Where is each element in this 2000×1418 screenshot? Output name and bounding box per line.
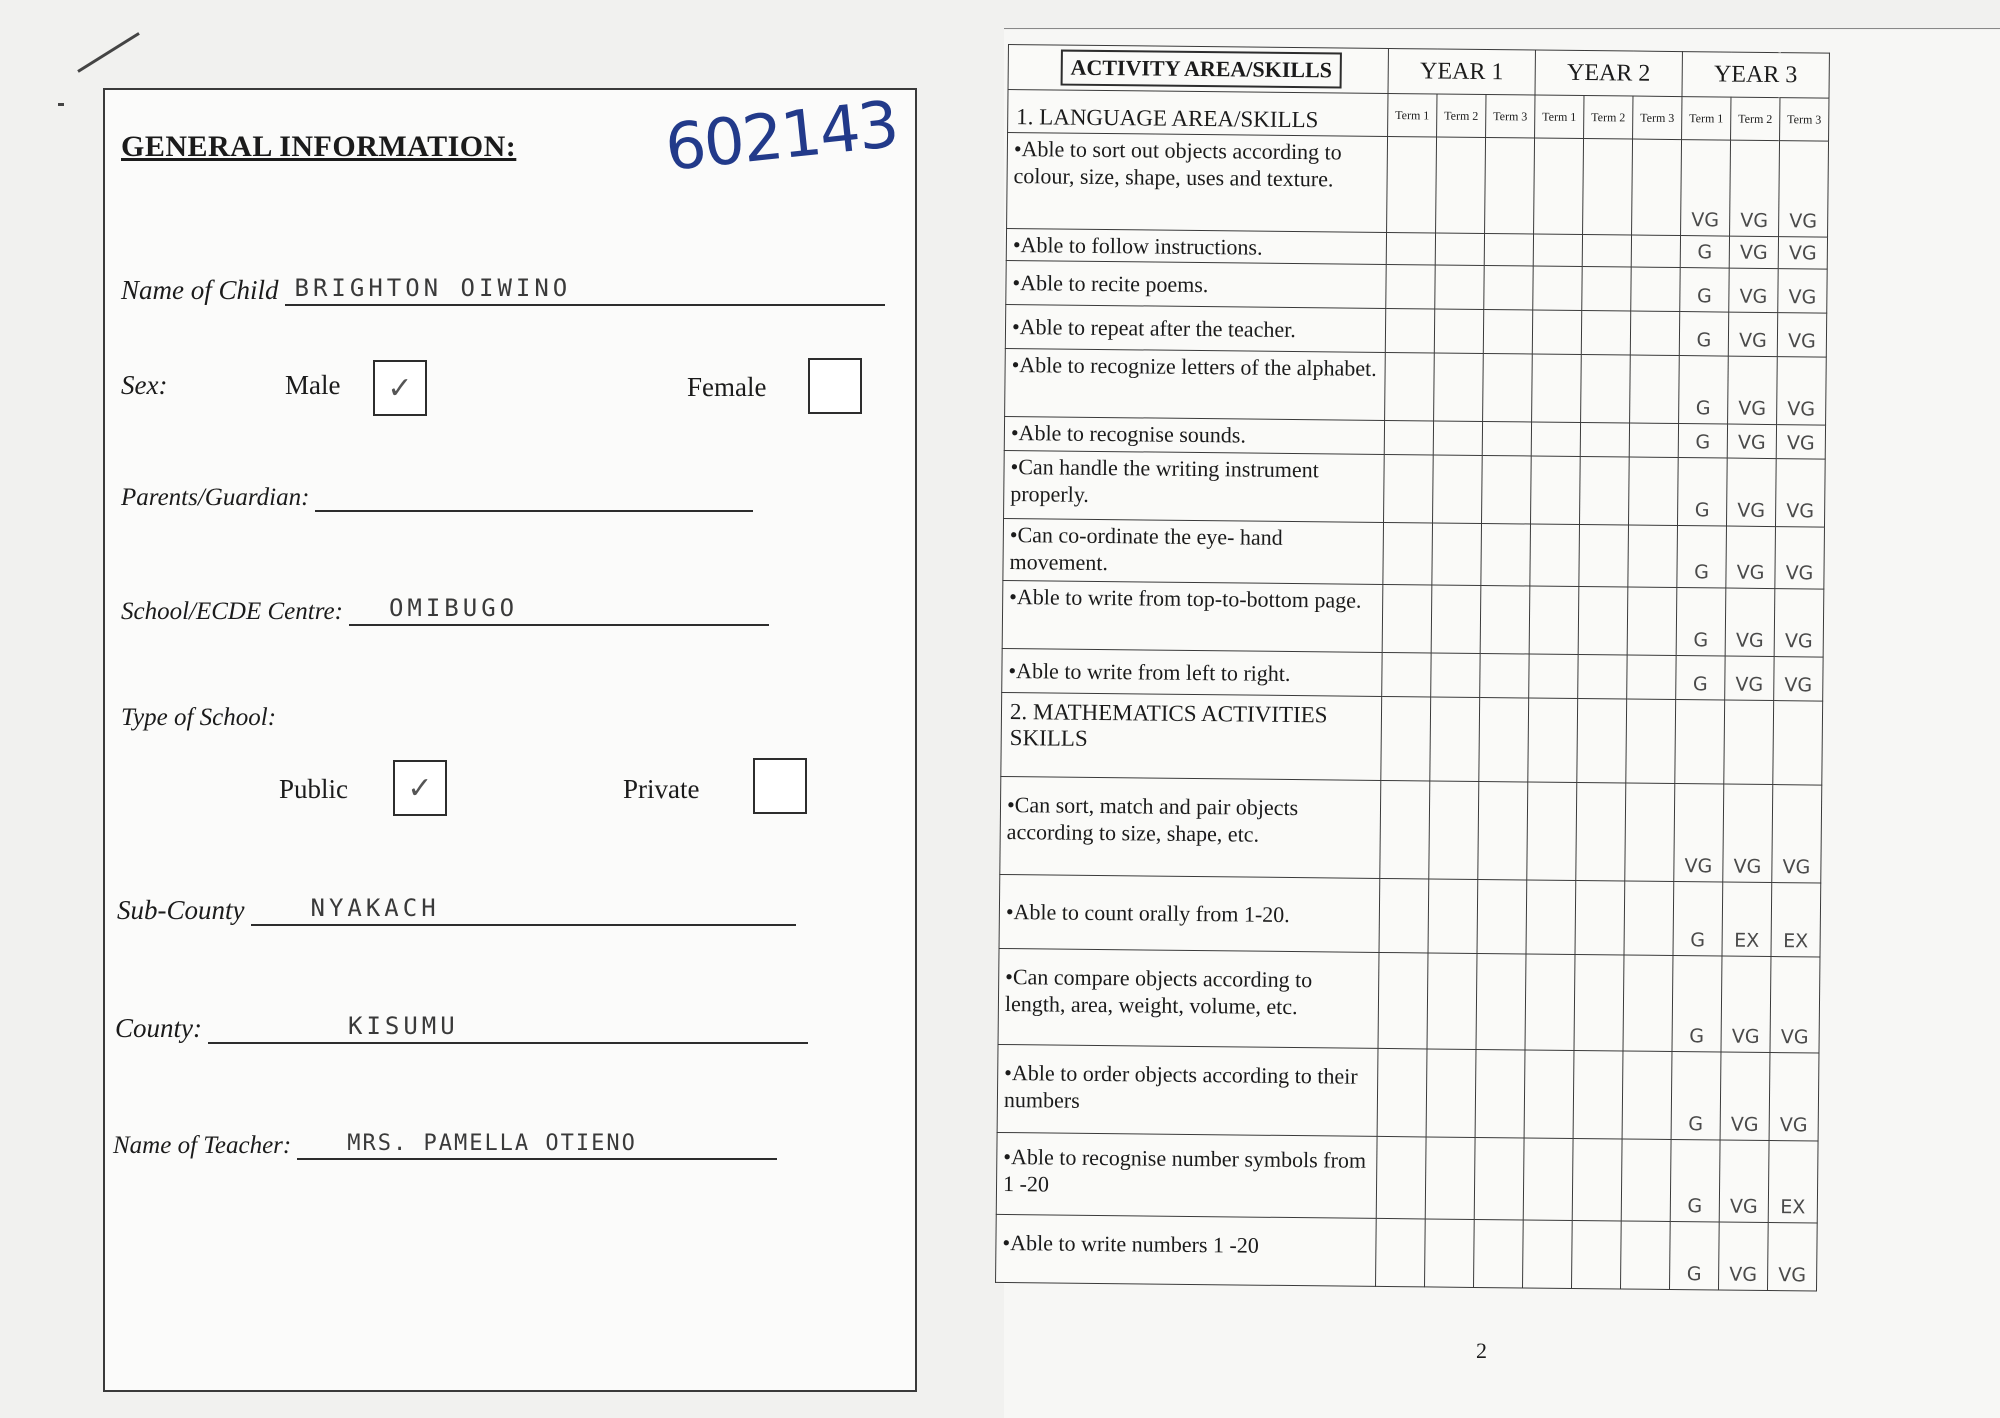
grade-cell[interactable]: G xyxy=(1680,236,1729,269)
teacher-value: MRS. PAMELLA OTIENO xyxy=(347,1131,637,1156)
grade-cell[interactable]: VG xyxy=(1775,527,1825,590)
skill-label: •Able to sort out objects according to colour, size, shape, uses and texture. xyxy=(1007,133,1388,233)
grade-cell[interactable]: G xyxy=(1670,1140,1720,1223)
skill-label: •Able to follow instructions. xyxy=(1006,228,1386,264)
grade-cell[interactable]: VG xyxy=(1778,237,1827,270)
teacher-label: Name of Teacher: xyxy=(113,1132,292,1159)
y3-term-1-header: Term 1 xyxy=(1682,97,1731,141)
y2-term-1-header: Term 1 xyxy=(1535,95,1584,139)
table-row xyxy=(996,1214,1818,1291)
grade-cell[interactable]: G xyxy=(1673,882,1723,957)
grade-cell[interactable]: VG xyxy=(1772,785,1822,884)
name-of-child-row xyxy=(121,270,885,306)
subcounty-row xyxy=(117,890,796,926)
handwritten-reference-number: 602143 xyxy=(661,88,901,186)
table-row xyxy=(1000,776,1822,883)
public-label: Public xyxy=(279,774,349,804)
school-row xyxy=(121,590,769,626)
page-top-edge xyxy=(1004,28,2000,29)
grade-cell[interactable]: VG xyxy=(1719,1140,1769,1223)
sex-label: Sex: xyxy=(121,370,168,400)
grade-cell[interactable]: VG xyxy=(1769,1053,1819,1142)
staple-dot xyxy=(58,103,64,106)
private-label: Private xyxy=(623,774,700,804)
name-of-child-value: BRIGHTON OIWINO xyxy=(294,274,572,302)
grade-cell[interactable]: VG xyxy=(1778,269,1827,314)
grade-cell[interactable]: VG xyxy=(1726,458,1776,527)
grade-cell[interactable]: VG xyxy=(1774,589,1824,658)
grade-cell[interactable]: G xyxy=(1677,526,1727,589)
grade-cell[interactable]: VG xyxy=(1674,784,1724,883)
table-row xyxy=(1004,450,1826,527)
grade-cell[interactable]: VG xyxy=(1770,957,1820,1054)
grade-cell[interactable]: VG xyxy=(1775,459,1825,528)
skill-label: •Able to recognize letters of the alphabet. xyxy=(1005,348,1386,420)
name-of-child-field[interactable] xyxy=(285,270,885,306)
language-section-title: 1. LANGUAGE AREA/SKILLS xyxy=(1008,90,1388,137)
grade-cell[interactable]: VG xyxy=(1777,357,1827,426)
skill-label: •Able to write from left to right. xyxy=(1002,648,1382,696)
page-number: 2 xyxy=(1476,1338,1487,1363)
grade-cell[interactable]: VG xyxy=(1730,140,1780,237)
general-information-panel xyxy=(103,88,917,1392)
grade-cell[interactable]: VG xyxy=(1725,588,1775,657)
grade-cell[interactable]: G xyxy=(1679,312,1728,357)
skill-label: •Able to recite poems. xyxy=(1006,260,1386,308)
skill-label: •Can sort, match and pair objects according to size, shape, etc. xyxy=(1000,776,1381,878)
private-checkbox[interactable] xyxy=(753,758,807,814)
grade-cell[interactable]: VG xyxy=(1776,425,1825,460)
grade-cell[interactable]: VG xyxy=(1720,1052,1770,1141)
subcounty-field[interactable] xyxy=(251,890,796,926)
grade-cell[interactable]: VG xyxy=(1767,1223,1817,1292)
female-checkbox[interactable] xyxy=(808,358,862,414)
table-row xyxy=(996,1132,1818,1223)
grade-cell[interactable]: VG xyxy=(1728,356,1778,425)
table-row xyxy=(998,948,1820,1053)
parents-label: Parents/Guardian: xyxy=(121,484,310,511)
grade-cell[interactable]: VG xyxy=(1725,656,1774,701)
grade-cell[interactable]: VG xyxy=(1728,312,1777,357)
table-row xyxy=(1001,692,1823,785)
table-row xyxy=(1002,580,1824,657)
grade-cell[interactable]: EX xyxy=(1768,1141,1818,1224)
skill-label: •Able to count orally from 1-20. xyxy=(999,874,1380,952)
skill-label: •Able to recognise sounds. xyxy=(1004,416,1384,454)
grade-cell[interactable]: VG xyxy=(1774,657,1823,702)
grade-cell[interactable]: G xyxy=(1677,458,1727,527)
grade-cell[interactable]: VG xyxy=(1729,236,1778,269)
female-label: Female xyxy=(687,372,767,402)
y2-term-3-header: Term 3 xyxy=(1633,96,1682,140)
male-checkbox[interactable]: ✓ xyxy=(373,360,427,416)
table-row xyxy=(1005,348,1827,425)
county-value: KISUMU xyxy=(348,1012,459,1040)
y1-term-1-header: Term 1 xyxy=(1388,93,1437,137)
y3-term-2-header: Term 2 xyxy=(1731,97,1780,141)
grade-cell[interactable]: G xyxy=(1671,1052,1721,1141)
grade-cell[interactable]: G xyxy=(1679,356,1729,425)
grade-cell[interactable]: VG xyxy=(1718,1222,1768,1291)
school-value: OMIBUGO xyxy=(388,594,519,622)
grade-cell[interactable]: VG xyxy=(1726,526,1776,589)
name-of-child-label: Name of Child xyxy=(121,275,279,305)
year-3-header: YEAR 3 xyxy=(1682,52,1829,99)
grade-cell[interactable]: VG xyxy=(1721,956,1771,1053)
language-rows xyxy=(1002,133,1829,702)
activity-header-cell xyxy=(1008,45,1388,94)
grade-cell[interactable]: VG xyxy=(1777,313,1826,358)
county-label: County: xyxy=(115,1013,202,1043)
assessment-table xyxy=(995,44,1830,1292)
grade-cell[interactable]: VG xyxy=(1779,141,1829,238)
year-2-header: YEAR 2 xyxy=(1535,50,1682,97)
male-label: Male xyxy=(285,370,341,400)
grade-cell[interactable]: VG xyxy=(1729,268,1778,313)
skill-label: •Able to recognise number symbols from 1 -20 xyxy=(996,1132,1377,1218)
grade-cell[interactable]: VG xyxy=(1727,424,1776,459)
table-row xyxy=(1003,518,1825,589)
teacher-field[interactable] xyxy=(297,1124,777,1160)
skill-label: •Able to write numbers 1 -20 xyxy=(996,1214,1377,1286)
activity-header: ACTIVITY AREA/SKILLS xyxy=(1060,50,1342,89)
grade-cell[interactable]: G xyxy=(1676,588,1726,657)
skill-label: •Can compare objects according to length, area, weight, volume, etc. xyxy=(998,948,1379,1048)
subcounty-label: Sub-County xyxy=(117,895,245,925)
grade-cell[interactable]: VG xyxy=(1681,140,1731,237)
grade-cell[interactable]: EX xyxy=(1722,882,1772,957)
y1-term-3-header: Term 3 xyxy=(1486,95,1535,139)
y2-term-2-header: Term 2 xyxy=(1584,96,1633,140)
subcounty-value: NYAKACH xyxy=(310,894,440,922)
public-checkbox[interactable]: ✓ xyxy=(393,760,447,816)
teacher-row xyxy=(113,1124,777,1160)
skill-label: •Can handle the writing instrument properly. xyxy=(1004,450,1385,522)
grade-cell[interactable]: G xyxy=(1672,956,1722,1053)
grade-cell[interactable]: G xyxy=(1669,1221,1719,1290)
y3-term-3-header: Term 3 xyxy=(1780,98,1829,142)
school-field[interactable] xyxy=(349,590,769,626)
skill-label: •Able to order objects according to their numbers xyxy=(997,1044,1378,1136)
year-1-header: YEAR 1 xyxy=(1388,48,1535,95)
parents-field[interactable] xyxy=(315,476,753,512)
grade-cell[interactable]: VG xyxy=(1723,784,1773,883)
math-rows xyxy=(996,692,1823,1291)
grade-cell[interactable]: G xyxy=(1676,656,1725,701)
grade-cell[interactable]: G xyxy=(1678,424,1727,459)
skill-label: •Able to write from top-to-bottom page. xyxy=(1002,580,1383,652)
y1-term-2-header: Term 2 xyxy=(1437,94,1486,138)
table-row xyxy=(999,874,1821,957)
county-row xyxy=(115,1008,808,1044)
table-row xyxy=(997,1044,1819,1141)
parents-row xyxy=(121,476,753,512)
table-row xyxy=(1007,133,1829,238)
type-of-school-label: Type of School: xyxy=(121,704,277,731)
grade-cell[interactable]: EX xyxy=(1771,883,1821,958)
skill-label: •Can co-ordinate the eye- hand movement. xyxy=(1003,518,1384,584)
section-title: GENERAL INFORMATION: xyxy=(121,130,517,163)
skill-label: •Able to repeat after the teacher. xyxy=(1005,304,1385,352)
grade-cell[interactable]: G xyxy=(1680,268,1729,313)
county-field[interactable] xyxy=(208,1008,808,1044)
staple-mark xyxy=(77,32,140,73)
math-section-title: 2. MATHEMATICS ACTIVITIES SKILLS xyxy=(1001,692,1382,780)
school-label: School/ECDE Centre: xyxy=(121,598,343,625)
